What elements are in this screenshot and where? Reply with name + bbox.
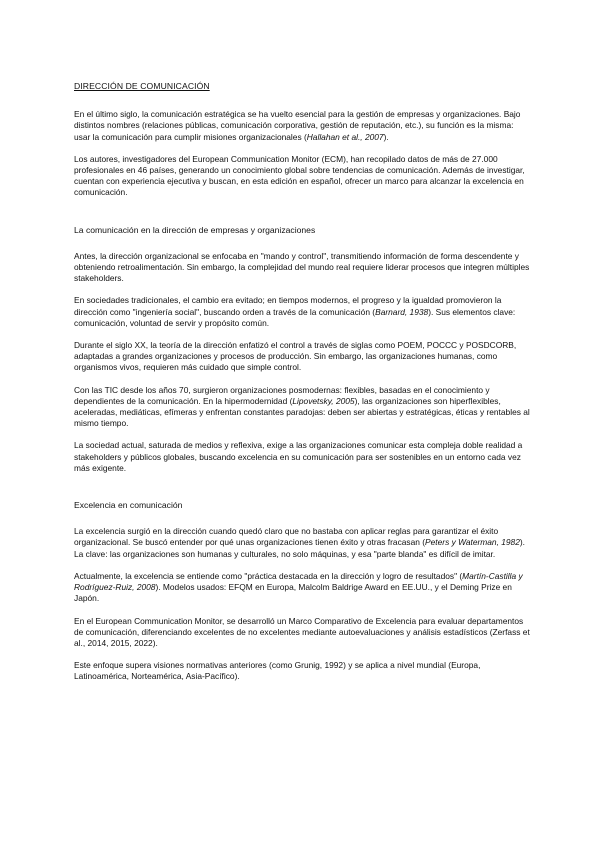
citation: Martín-Castilla y Rodríguez-Ruiz, 2008 <box>74 570 523 593</box>
text-run: Con las TIC desde los años 70, surgieron organizaciones posmodernas: flexibles, basadas en el conocimiento y dependientes de la comunicación. En la hipermodernidad ( <box>74 384 490 406</box>
text-run: ). <box>383 131 389 142</box>
intro-paragraph-1 <box>74 109 530 143</box>
text-run: ). Sus elementos clave: comunicación, voluntad de servir y propósito común. <box>74 306 516 328</box>
document-title: DIRECCIÓN DE COMUNICACIÓN <box>74 81 210 91</box>
citation: Hallahan et al., 2007 <box>306 131 384 142</box>
section-heading-direccion: La comunicación en la dirección de empresas y organizaciones <box>74 224 316 235</box>
citation: Barnard, 1938 <box>375 306 429 317</box>
section2-paragraph-2 <box>74 571 530 605</box>
text-run: ), las organizaciones son hiperflexibles, aceleradas, mediáticas, efímeras y enfrentan constantes paradojas: deben ser abiertas y estratégicas, éticas y rentables al mismo tiempo. <box>74 395 530 429</box>
section1-paragraph-3: Durante el siglo XX, la teoría de la dirección enfatizó el control a través de siglas como POEM, POCCC y POSDCORB, adaptadas a grandes organizaciones y procesos de producción. Sin embargo, las organizaciones humanas, como organismos vivos, requieren más cuidado que simple control. <box>74 340 517 373</box>
section1-paragraph-2 <box>74 295 530 329</box>
citation: Lipovetsky, 2005 <box>292 395 355 406</box>
section1-paragraph-5: La sociedad actual, saturada de medios y reflexiva, exige a las organizaciones comunicar esta compleja doble realidad a stakeholders y públicos globales, buscando excelencia en su comunicación para ser sostenibles en un entorno cada vez más exigente. <box>74 440 523 473</box>
text-run: Actualmente, la excelencia se entiende como "práctica destacada en la dirección y logro de resultados" ( <box>74 570 463 581</box>
intro-paragraph-2: Los autores, investigadores del European Communication Monitor (ECM), han recopilado datos de más de 27.000 profesionales en 46 países, generando un conocimiento global sobre tendencias de comunicación. Además de investigar, cuentan con experiencia ejecutiva y buscan, en esta edición en español, ofrecer un marco para alcanzar la excelencia en comunicación. <box>74 153 525 198</box>
text-run: La excelencia surgió en la dirección cuando quedó claro que no bastaba con aplicar reglas para garantizar el éxito organizacional. Se buscó entender por qué unas organizaciones tienen éxito y otras fracasan ( <box>74 526 499 548</box>
text-run: En el último siglo, la comunicación estratégica se ha vuelto esencial para la gestión de empresas y organizaciones. Bajo distintos nombres (relaciones públicas, comunicación corporativa, gestión de reputación, etc.), su función es la misma: usar la comunicación para cumplir misiones organizacionales ( <box>74 109 521 142</box>
section2-paragraph-1 <box>74 526 530 560</box>
section1-paragraph-1: Antes, la dirección organizacional se enfocaba en "mando y control", transmitiendo información de forma descendente y obteniendo retroalimentación. Sin embargo, la complejidad del mundo real requiere liderar procesos que integren múltiples stakeholders. <box>74 250 530 284</box>
text-run: ). Modelos usados: EFQM en Europa, Malcolm Baldrige Award en EE.UU., y el Deming Prize en Japón. <box>74 582 512 604</box>
text-run: ). La clave: las organizaciones son humanas y culturales, no solo máquinas, y esa "parte blanda" es difícil de imitar. <box>74 537 525 559</box>
section1-paragraph-4 <box>74 385 530 430</box>
document-body <box>74 81 530 694</box>
text-run: En sociedades tradicionales, el cambio era evitado; en tiempos modernos, el progreso y la igualdad promovieron la dirección como "ingeniería social", buscando orden a través de la comunicación ( <box>74 295 502 317</box>
citation: Peters y Waterman, 1982 <box>425 537 520 548</box>
section-heading-excelencia: Excelencia en comunicación <box>74 500 183 511</box>
section2-paragraph-3: En el European Communication Monitor, se desarrolló un Marco Comparativo de Excelencia para evaluar departamentos de comunicación, diferenciando excelentes de no excelentes mediante autoevaluaciones y análisis estadísticos (Zerfass et al., 2014, 2015, 2022). <box>74 615 530 648</box>
section2-paragraph-4: Este enfoque supera visiones normativas anteriores (como Grunig, 1992) y se aplica a nivel mundial (Europa, Latinoamérica, Norteamérica, Asia-Pacífico). <box>74 660 481 682</box>
